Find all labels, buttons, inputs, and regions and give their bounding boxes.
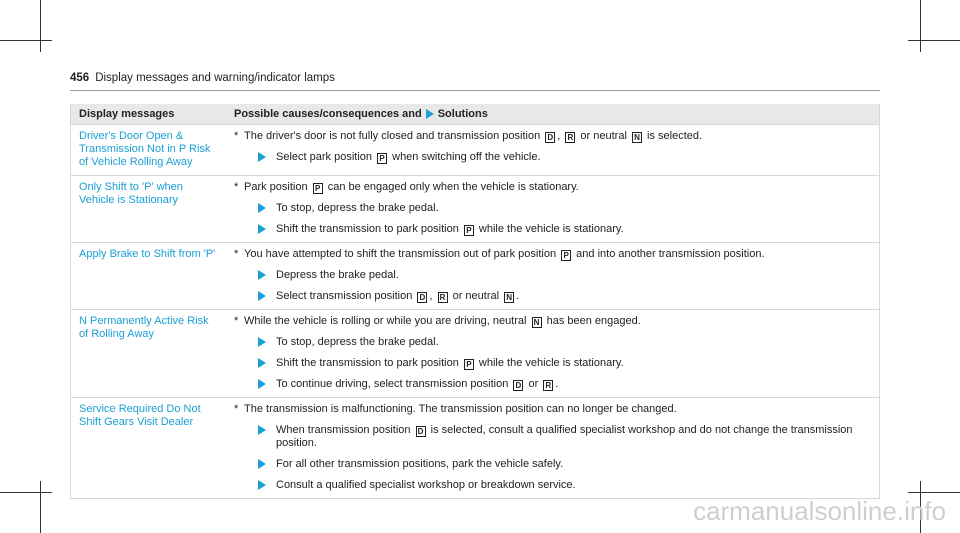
crop-mark [908,40,960,41]
text-segment: when switching off the vehicle. [389,151,541,163]
text-segment: has been engaged. [543,315,641,327]
cause-text [244,181,579,194]
gear-position-r-icon: R [438,292,448,303]
cause-bullet: * [234,315,239,327]
solution-step [234,357,873,370]
solution-step [234,458,873,471]
cause [234,403,873,416]
gear-position-d-icon: D [545,132,555,143]
cause [234,130,873,143]
display-message: Apply Brake to Shift from 'P' [79,248,216,260]
solution-text [276,424,873,450]
solution-text [276,336,439,349]
text-segment: and into another transmission position. [573,248,765,260]
cause [234,181,873,194]
text-segment: or [525,378,542,390]
text-segment: is selected, consult a qualified specialist workshop and do not change the transmission position. [276,424,853,449]
text-segment: . [555,378,559,390]
display-message: Driver's Door Open & Transmission Not in P Risk of Vehicle Rolling Away [79,130,211,168]
gear-position-r-icon: R [565,132,575,143]
play-arrow-icon [258,379,266,389]
solution-text [276,223,624,236]
solution-step [234,424,873,450]
gear-position-d-icon: D [513,380,523,391]
solution-text [276,202,439,215]
cause-text [244,315,641,328]
gear-position-p-icon: P [464,359,474,370]
table-row [71,397,879,498]
crop-mark [920,0,921,52]
cause-bullet: * [234,403,239,415]
cause-bullet: * [234,181,239,193]
text-segment: while the vehicle is stationary. [475,357,624,369]
solution-step [234,202,873,215]
solution-text [276,458,563,471]
column-header-messages: Display messages [79,108,175,120]
text-segment: is selected. [643,130,703,142]
causes-and-solutions [228,176,879,242]
gear-position-p-icon: P [377,153,387,164]
crop-mark [0,492,52,493]
text-segment: For all other transmission positions, park the vehicle safely. [276,458,564,470]
text-segment: , [429,290,436,302]
solution-text [276,269,399,282]
text-segment: To continue driving, select transmission position [276,378,512,390]
gear-position-p-icon: P [313,183,323,194]
solution-step [234,378,873,391]
text-segment: while the vehicle is stationary. [475,223,624,235]
text-segment: Shift the transmission to park position [276,223,462,235]
text-segment: . [516,290,520,302]
play-arrow-icon [258,337,266,347]
text-segment: or neutral [449,290,503,302]
text-segment: The transmission is malfunctioning. The transmission position can no longer be changed. [244,403,677,415]
gear-position-n-icon: N [504,292,514,303]
cause [234,315,873,328]
text-segment: When transmission position [276,424,414,436]
gear-position-n-icon: N [532,317,542,328]
gear-position-d-icon: D [417,292,427,303]
solution-step [234,269,873,282]
messages-table [70,104,880,499]
gear-position-p-icon: P [464,225,474,236]
table-row [71,309,879,397]
text-segment: Consult a qualified specialist workshop or breakdown service. [276,479,576,491]
text-segment: The driver's door is not fully closed and transmission position [244,130,544,142]
play-arrow-icon [258,358,266,368]
gear-position-r-icon: R [543,380,553,391]
solution-text [276,378,558,391]
table-row [71,242,879,309]
solution-step [234,336,873,349]
cause-text [244,248,765,261]
cause-text [244,130,702,143]
column-header-solutions-text: Solutions [437,108,488,120]
solution-step [234,151,873,164]
column-header-causes-text: Possible causes/consequences and [234,108,422,120]
watermark: carmanualsonline.info [693,496,946,526]
page-header [70,72,335,84]
cause-bullet: * [234,248,239,260]
gear-position-p-icon: P [561,250,571,261]
play-arrow-icon [258,224,266,234]
play-arrow-icon [258,152,266,162]
solution-text [276,357,624,370]
play-arrow-icon [258,270,266,280]
solution-text [276,151,541,164]
text-segment: Select park position [276,151,376,163]
play-arrow-icon [258,291,266,301]
causes-and-solutions [228,125,879,175]
crop-mark [908,492,960,493]
text-segment: Shift the transmission to park position [276,357,462,369]
text-segment: can be engaged only when the vehicle is stationary. [324,181,579,193]
solution-step [234,290,873,303]
play-arrow-icon [258,459,266,469]
gear-position-d-icon: D [416,426,426,437]
table-row [71,124,879,175]
causes-and-solutions [228,398,879,498]
text-segment: While the vehicle is rolling or while you are driving, neutral [244,315,530,327]
display-message: Only Shift to 'P' when Vehicle is Stationary [79,181,183,206]
page-title: Display messages and warning/indicator lamps [95,72,335,84]
table-header [71,104,879,124]
solution-step [234,223,873,236]
gear-position-n-icon: N [632,132,642,143]
solution-step [234,479,873,492]
column-header-causes [228,108,879,120]
text-segment: , [557,130,564,142]
text-segment: To stop, depress the brake pedal. [276,336,439,348]
crop-mark [0,40,52,41]
play-arrow-icon [258,480,266,490]
text-segment: Depress the brake pedal. [276,269,399,281]
text-segment: Park position [244,181,311,193]
crop-mark [40,481,41,533]
display-message: N Permanently Active Risk of Rolling Away [79,315,209,340]
text-segment: You have attempted to shift the transmission out of park position [244,248,560,260]
causes-and-solutions [228,310,879,397]
page-number: 456 [70,72,90,84]
text-segment: Select transmission position [276,290,416,302]
cause-bullet: * [234,130,239,142]
play-arrow-icon [426,109,434,119]
header-rule [70,90,880,91]
cause [234,248,873,261]
solution-text [276,479,576,492]
play-arrow-icon [258,425,266,435]
causes-and-solutions [228,243,879,309]
cause-text [244,403,677,416]
crop-mark [40,0,41,52]
display-message: Service Required Do Not Shift Gears Visit Dealer [79,403,201,428]
solution-text [276,290,519,303]
text-segment: To stop, depress the brake pedal. [276,202,439,214]
text-segment: or neutral [577,130,630,142]
table-row [71,175,879,242]
play-arrow-icon [258,203,266,213]
